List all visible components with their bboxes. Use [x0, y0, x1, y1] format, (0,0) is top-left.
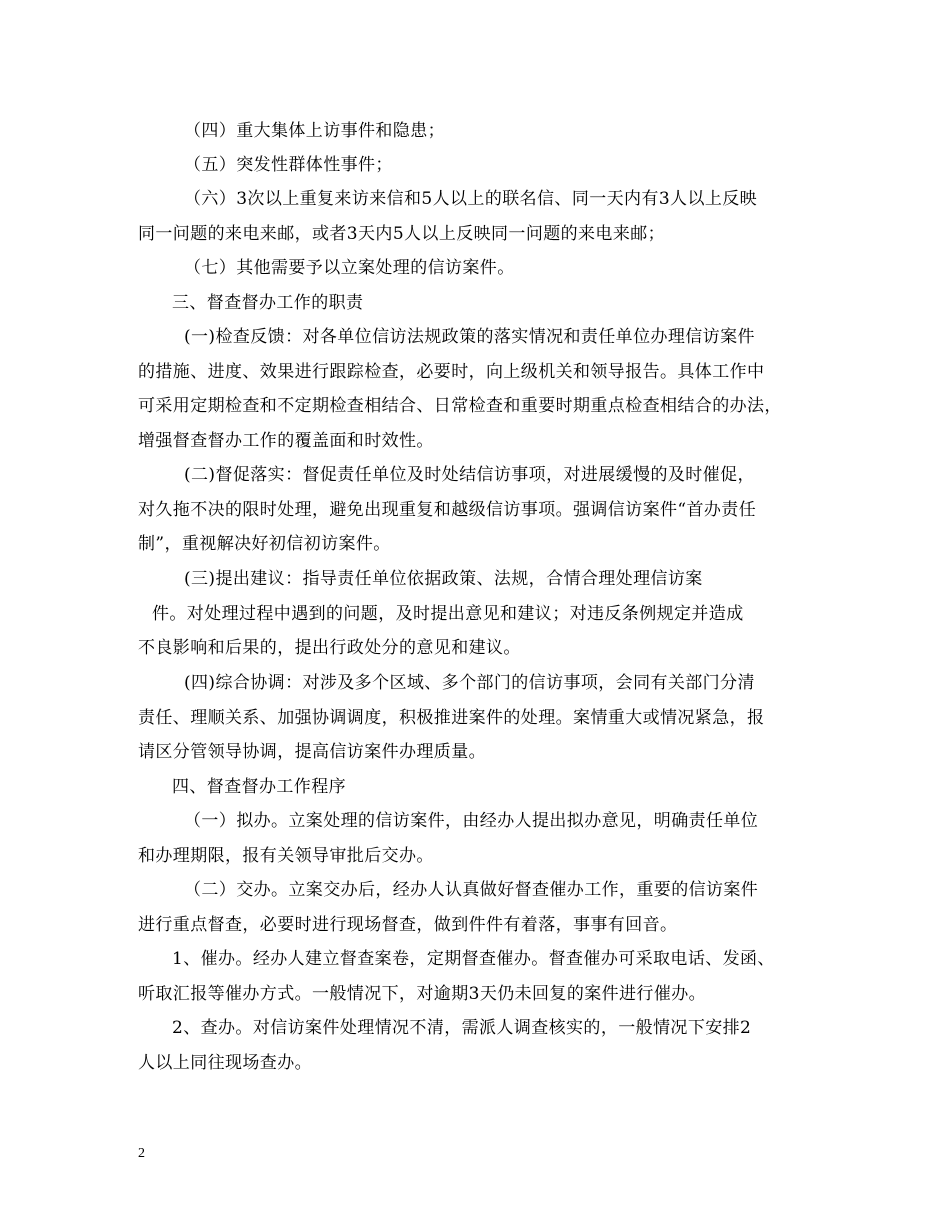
paragraph	[138, 251, 818, 286]
paragraph	[138, 666, 818, 770]
text-line: 和办理期限，报有关领导审批后交办。	[138, 845, 434, 866]
paragraph	[138, 942, 818, 1011]
paragraph	[138, 320, 818, 458]
text-line: 请区分管领导协调，提高信访案件办理质量。	[138, 742, 486, 762]
text-line: 1、催办。经办人建立督查案卷，定期督查催办。督查催办可采取电话、发函、	[172, 949, 775, 969]
text-line: 责任、理顺关系、加强协调调度，积极推进案件的处理。案情重大或情况紧急，报	[138, 707, 765, 728]
paragraph	[138, 458, 818, 562]
text-line: 四、督查督办工作程序	[172, 777, 346, 797]
page-number: 2	[138, 1146, 145, 1161]
text-line: （四）重大集体上访事件和隐患；	[184, 121, 445, 141]
paragraph	[138, 562, 818, 666]
text-line: 人以上同往现场查办。	[138, 1052, 312, 1073]
text-line: (二)督促落实：督促责任单位及时处结信访事项，对进展缓慢的及时催促，	[184, 465, 755, 485]
text-line: (四)综合协调：对涉及多个区域、多个部门的信访事项，会同有关部门分清	[184, 673, 755, 693]
text-line: 不良影响和后果的，提出行政处分的意见和建议。	[138, 638, 521, 658]
section-heading	[138, 770, 818, 805]
text-line: 可采用定期检查和不定期检查相结合、日常检查和重要时期重点检查相结合的办法，	[138, 396, 782, 416]
text-line: （二）交办。立案交办后，经办人认真做好督查催办工作，重要的信访案件	[184, 880, 759, 900]
text-line: （七）其他需要予以立案处理的信访案件。	[184, 258, 515, 278]
text-line: (三)提出建议：指导责任单位依据政策、法规，合情合理处理信访案	[184, 569, 703, 589]
section-heading	[138, 286, 818, 321]
text-line: 对久拖不决的限时处理，避免出现重复和越级信访事项。强调信访案件“首办责任	[138, 499, 757, 520]
text-line: 2、查办。对信访案件处理情况不清，需派人调查核实的，一般情况下安排2	[172, 1018, 752, 1038]
paragraph	[138, 804, 818, 873]
paragraph	[138, 148, 818, 183]
text-line: 进行重点督查，必要时进行现场督查，做到件件有着落，事事有回音。	[138, 914, 678, 935]
text-line: （一）拟办。立案处理的信访案件，由经办人提出拟办意见，明确责任单位	[184, 811, 759, 831]
text-line: （五）突发性群体性事件；	[184, 155, 393, 175]
paragraph	[138, 114, 818, 149]
text-line: 听取汇报等催办方式。一般情况下，对逾期3天仍未回复的案件进行催办。	[138, 983, 707, 1004]
paragraph	[138, 1011, 818, 1080]
text-line: 三、督查督办工作的职责	[172, 293, 364, 313]
text-line: (一)检查反馈：对各单位信访法规政策的落实情况和责任单位办理信访案件	[184, 327, 755, 347]
text-line: 同一问题的来电来邮，或者3天内5人以上反映同一问题的来电来邮；	[138, 223, 666, 244]
text-line: 件。对处理过程中遇到的问题，及时提出意见和建议；对违反条例规定并造成	[152, 603, 744, 624]
text-line: 的措施、进度、效果进行跟踪检查，必要时，向上级机关和领导报告。具体工作中	[138, 361, 765, 382]
text-line: 制”，重视解决好初信初访案件。	[138, 534, 391, 554]
text-line: （六）3次以上重复来访来信和5人以上的联名信、同一天内有3人以上反映	[184, 189, 758, 209]
paragraph	[138, 873, 818, 942]
paragraph	[138, 182, 818, 251]
text-line: 增强督查督办工作的覆盖面和时效性。	[138, 430, 434, 451]
